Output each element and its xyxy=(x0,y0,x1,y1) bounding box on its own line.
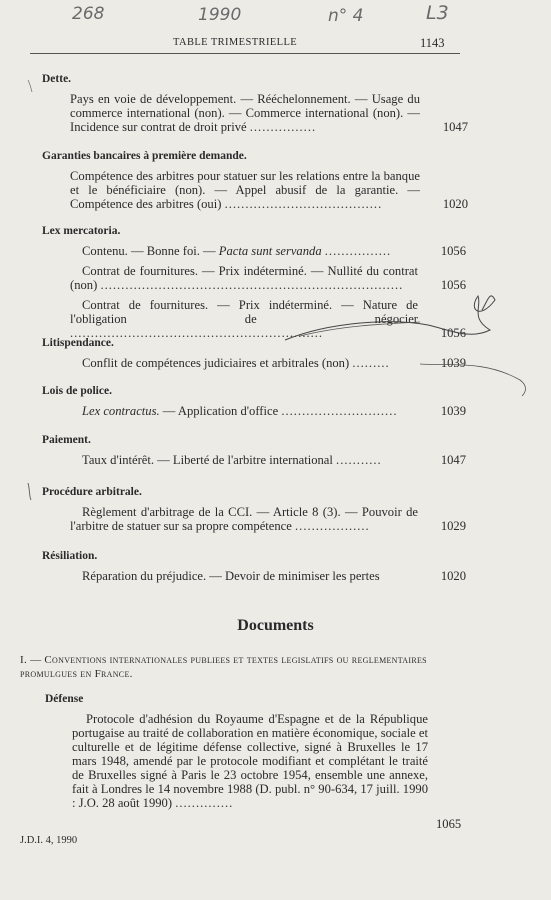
section-title: Lex mercatoria. xyxy=(42,225,121,237)
section-garanties xyxy=(42,150,468,217)
entry-page: 1020 xyxy=(442,197,468,211)
section-lex-mercatoria xyxy=(42,225,466,346)
entry-page: 1039 xyxy=(440,356,466,370)
section-title: Résiliation. xyxy=(42,550,98,562)
header-title: TABLE TRIMESTRIELLE xyxy=(173,37,298,48)
entry-page: 1056 xyxy=(440,244,466,258)
section-title: Litispendance. xyxy=(42,337,114,349)
entry-page: 1047 xyxy=(440,453,466,467)
header-page-number: 1143 xyxy=(420,36,445,50)
documents-heading: Documents xyxy=(237,617,314,634)
entry-page: 1029 xyxy=(440,519,466,533)
index-entry xyxy=(82,244,466,258)
entry-leader: ......... xyxy=(352,356,390,370)
footer-citation: J.D.I. 4, 1990 xyxy=(20,835,78,846)
entry-text: Contrat de fournitures. — Prix indéterminé. — Nullité du contrat (non) xyxy=(70,264,418,292)
section-title: Paiement. xyxy=(42,434,91,446)
entry-page: 1047 xyxy=(442,120,468,134)
index-entry xyxy=(70,169,468,211)
part-heading-text: I. — Conventions internationales publiees et textes legislatifs ou reglementaires promulgues en France. xyxy=(20,654,427,680)
part-heading xyxy=(20,653,460,681)
entry-leader: ............................................................. xyxy=(70,326,324,340)
handwritten-note-year: 1990 xyxy=(198,5,242,25)
entry-page: 1039 xyxy=(440,404,466,418)
section-resiliation xyxy=(42,550,466,589)
handwritten-note-268: 268 xyxy=(72,4,105,24)
document-entry-text: Protocole d'adhésion du Royaume d'Espagne et de la République portugaise au traité de collaboration en matière économique, sociale et culturelle et de légitime défense collective, signé à Bruxelles le 17 mars 1948, amendé par le protocole modifiant et complétant le traité de Bruxelles signé à Paris le 23 octobre 1954, ensemble une annexe, fait à Londres le 14 novembre 1988 (D. publ. n° 90-634, 17 juill. 1990 : J.O. 28 août 1990) xyxy=(72,712,428,810)
entry-italic: Lex contractus. xyxy=(82,404,160,418)
subsection-title: Défense xyxy=(45,693,84,705)
index-entry xyxy=(82,356,466,370)
entry-italic: Pacta sunt servanda xyxy=(218,244,322,258)
handwritten-note-l3: L3 xyxy=(426,2,449,24)
section-lois-de-police xyxy=(42,385,466,424)
section-title: Procédure arbitrale. xyxy=(42,486,142,498)
index-entry xyxy=(70,298,466,340)
section-title: Lois de police. xyxy=(42,385,112,397)
entry-text: Réparation du préjudice. — Devoir de minimiser les pertes xyxy=(82,569,380,583)
entry-text: Règlement d'arbitrage de la CCI. — Article 8 (3). — Pouvoir de l'arbitre de statuer sur sa propre compétence xyxy=(70,505,418,533)
entry-leader: .............. xyxy=(175,796,234,810)
entry-text: Taux d'intérêt. — Liberté de l'arbitre international xyxy=(82,453,333,467)
entry-page: 1056 xyxy=(440,278,466,292)
entry-text: Pays en voie de développement. — Rééchelonnement. — Usage du commerce international (non). — Commerce international (non). — Incidence sur contrat de droit privé xyxy=(70,92,420,134)
document-entry-page: 1065 xyxy=(436,817,462,831)
running-header xyxy=(0,37,551,53)
entry-text: — Application d'office xyxy=(159,404,279,418)
entry-text: Compétence des arbitres pour statuer sur les relations entre la banque et le bénéficiaire (non). — Appel abusif de la garantie. — Compétence des arbitres (oui) xyxy=(70,169,420,211)
index-entry xyxy=(70,505,466,533)
entry-leader: .................. xyxy=(295,519,370,533)
handwritten-note-number: n° 4 xyxy=(328,6,364,26)
section-paiement xyxy=(42,434,466,473)
entry-leader: ........... xyxy=(336,453,382,467)
index-entry xyxy=(82,453,466,467)
section-litispendance xyxy=(42,337,466,376)
entry-leader: ......................................................................... xyxy=(100,278,404,292)
entry-leader: ................ xyxy=(324,244,392,258)
entry-leader: ...................................... xyxy=(224,197,383,211)
entry-leader: ................ xyxy=(249,120,317,134)
header-rule xyxy=(30,53,460,54)
entry-text: Contenu. — Bonne foi. — xyxy=(82,244,219,258)
section-procedure-arbitrale xyxy=(42,486,466,539)
section-title: Dette. xyxy=(42,73,72,85)
entry-leader: ............................ xyxy=(281,404,398,418)
index-entry xyxy=(82,404,466,418)
index-entry xyxy=(70,264,466,292)
entry-page: 1056 xyxy=(440,326,466,340)
section-title: Garanties bancaires à première demande. xyxy=(42,150,247,162)
entry-text: Conflit de compétences judiciaires et arbitrales (non) xyxy=(82,356,350,370)
section-dette xyxy=(42,73,468,140)
index-entry xyxy=(70,92,468,134)
entry-text: Contrat de fournitures. — Prix indéterminé. — Nature de l'obligation de négocier xyxy=(70,298,418,326)
index-entry xyxy=(82,569,466,583)
entry-page: 1020 xyxy=(440,569,466,583)
document-entry xyxy=(72,712,428,810)
